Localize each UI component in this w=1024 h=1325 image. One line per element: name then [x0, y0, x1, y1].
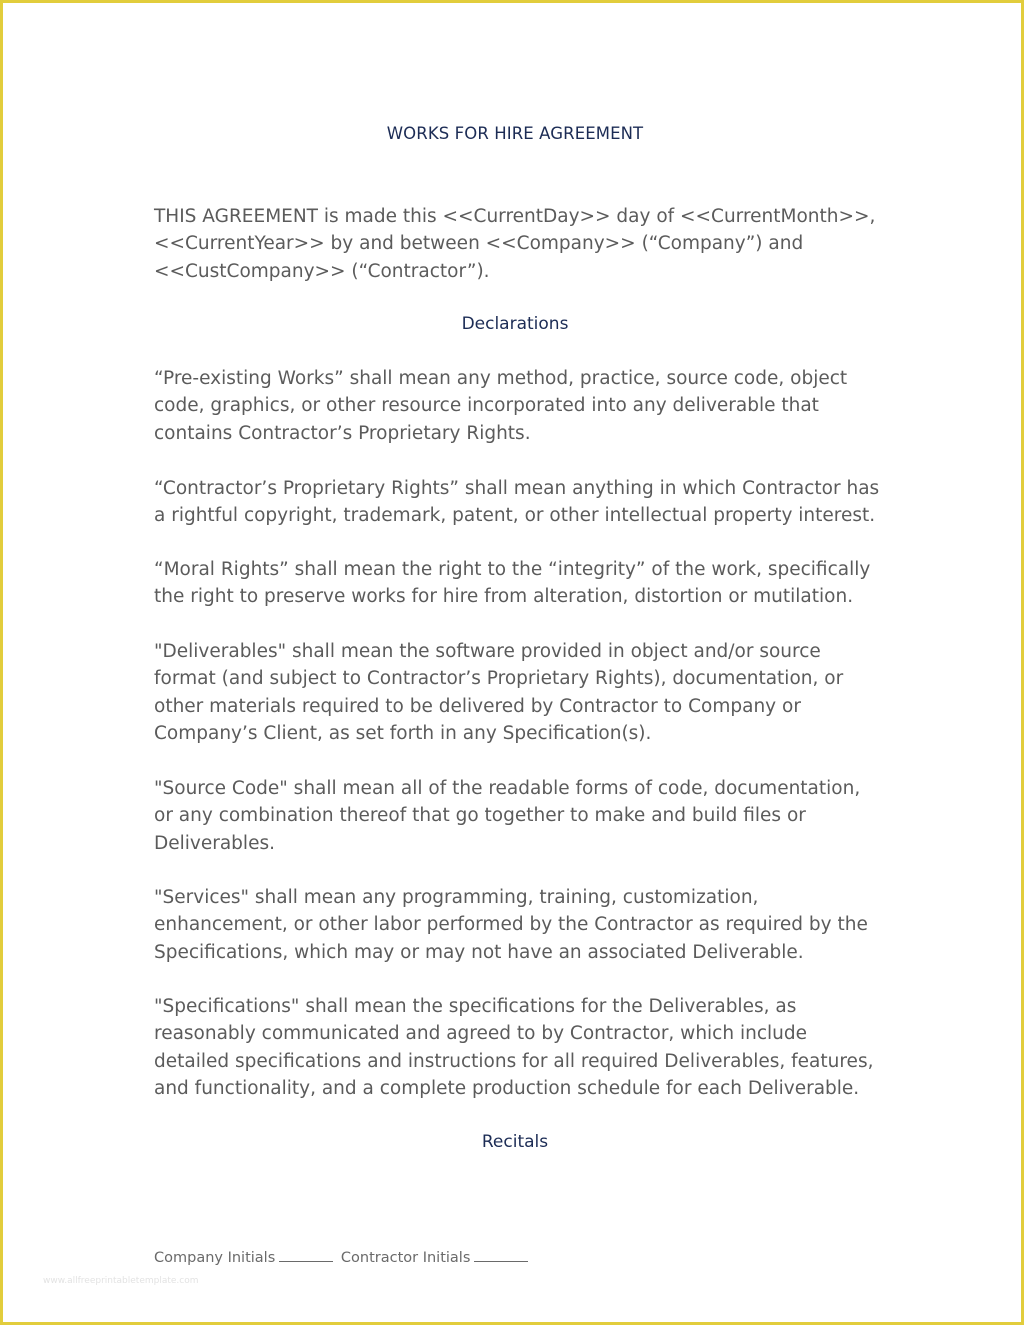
- definition-proprietary-rights: “Contractor’s Proprietary Rights” shall mean anything in which Contractor has a rightful copyright, trademark, patent, or other intellectual property interest.: [154, 478, 880, 527]
- agreement-intro: THIS AGREEMENT is made this <<CurrentDay>> day of <<CurrentMonth>>, <<CurrentYear>> by and between <<Company>> (“Company”) and <<CustCompany>> (“Contractor”).: [154, 206, 876, 282]
- declarations-heading: Declarations: [461, 314, 569, 334]
- definition-pre-existing-works: “Pre-existing Works” shall mean any method, practice, source code, object code, graphics, or other resource incorporated into any deliverable that contains Contractor’s Proprietary Rights.: [154, 368, 848, 444]
- definition-moral-rights: “Moral Rights” shall mean the right to the “integrity” of the work, specifically the right to preserve works for hire from alteration, distortion or mutilation.: [154, 559, 871, 608]
- document-title: WORKS FOR HIRE AGREEMENT: [386, 124, 644, 143]
- recitals-heading: Recitals: [481, 1132, 549, 1152]
- contractor-initials-blank: [474, 1247, 528, 1262]
- definition-source-code: "Source Code" shall mean all of the readable forms of code, documentation, or any combination thereof that go together to make and build files or Deliverables.: [154, 778, 861, 854]
- company-initials-label: Company Initials: [154, 1250, 276, 1266]
- watermark: www.allfreeprintabletemplate.com: [43, 1276, 199, 1286]
- initials-footer: [154, 1247, 531, 1266]
- definition-deliverables: "Deliverables" shall mean the software provided in object and/or source format (and subject to Contractor’s Proprietary Rights), documentation, or other materials required to be delivered by Contractor to Company or Company’s Client, as set forth in any Specification(s).: [154, 641, 844, 745]
- contractor-initials-label: Contractor Initials: [340, 1250, 471, 1266]
- definition-services: "Services" shall mean any programming, training, customization, enhancement, or other labor performed by the Contractor as required by the Specifications, which may or may not have an associated Deliverable.: [154, 887, 868, 963]
- company-initials-blank: [279, 1247, 333, 1262]
- definition-specifications: "Specifications" shall mean the specifications for the Deliverables, as reasonably communicated and agreed to by Contractor, which include detailed specifications and instructions for all required Deliverables, features, and functionality, and a complete production schedule for each Deliverable.: [154, 996, 874, 1100]
